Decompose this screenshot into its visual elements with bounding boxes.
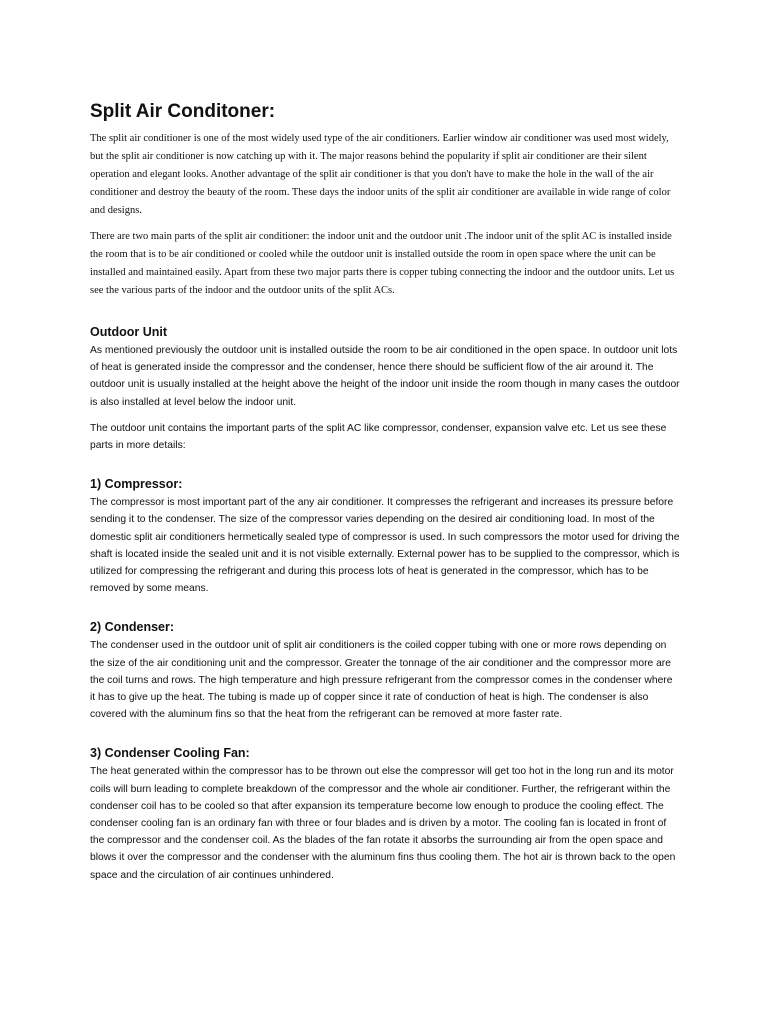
condenser-heading: 2) Condenser: [90,620,175,635]
intro-paragraph-1: The split air conditioner is one of the most widely used type of the air conditioners. Earlier window air conditioner was used most widely, but the split air conditioner is now catching up with it. The major reasons behind the popularity if split air conditioner are their silent operation and elegant looks. Another advantage of the split air conditioner is that you don't have to make the hole in the wall of the air conditioner and destroy the beauty of the room. These days the indoor units of the split air conditioner are available in wide range of color and designs. [90,133,671,216]
page-title: Split Air Conditoner: [90,101,276,122]
condenser-cooling-fan-paragraph: The heat generated within the compressor has to be thrown out else the compressor will get too hot in the long run and its motor coils will burn leading to complete breakdown of the compressor and the whole air conditioner. Further, the refrigerant within the condenser coil has to be cooled so that after expansion its temperature become low enough to produce the cooling effect. The condenser cooling fan is an ordinary fan with three or four blades and is driven by a motor. The cooling fan is located in front of the compressor and the condenser coil. As the blades of the fan rotate it absorbs the surrounding air from the open space and blows it over the compressor and the condenser with the aluminum fins thus cooling them. The hot air is thrown back to the open space and the circulation of air continues unhindered. [90,766,676,881]
compressor-paragraph: The compressor is most important part of the any air conditioner. It compresses the refrigerant and increases its pressure before sending it to the condenser. The size of the compressor varies depending on the desired air conditioning load. In most of the domestic split air conditioners hermetically sealed type of compressor is used. In such compressors the motor used for driving the shaft is located inside the sealed unit and it is not visible externally. External power has to be supplied to the compressor, which is utilized for compressing the refrigerant and during this process lots of heat is generated in the compressor, which has to be removed by some means. [90,497,680,595]
condenser-paragraph: The condenser used in the outdoor unit of split air conditioners is the coiled copper tubing with one or more rows depending on the size of the air conditioning unit and the compressor. Greater the tonnage of the air conditioner and the compressor more are the coil turns and rows. The high temperature and high pressure refrigerant from the compressor comes in the condenser where it has to give up the heat. The tubing is made up of copper since it rate of conduction of heat is high. The condenser is also covered with the aluminum fins so that the heat from the refrigerant can be removed at more faster rate. [90,640,673,721]
document-page [90,100,680,893]
condenser-cooling-fan-section [90,745,680,883]
outdoor-unit-paragraph-1: As mentioned previously the outdoor unit is installed outside the room to be air conditioned in the open space. In outdoor unit lots of heat is generated inside the compressor and the condenser, hence there should be sufficient flow of the air around it. The outdoor unit is usually installed at the height above the height of the indoor unit inside the room though in many cases the outdoor is also installed at level below the indoor unit. [90,345,680,408]
condenser-cooling-fan-heading: 3) Condenser Cooling Fan: [90,746,250,761]
condenser-section [90,619,680,723]
intro-paragraph-2: There are two main parts of the split air conditioner: the indoor unit and the outdoor unit .The indoor unit of the split AC is installed inside the room that is to be air conditioned or cooled while the outdoor unit is installed outside the room in open space where the unit can be installed and maintained easily. Apart from these two major parts there is copper tubing connecting the indoor and the outdoor units. Let us see the various parts of the indoor and the outdoor units of the split ACs. [90,231,675,296]
compressor-heading: 1) Compressor: [90,477,183,492]
outdoor-unit-paragraph-2: The outdoor unit contains the important parts of the split AC like compressor, condenser, expansion valve etc. Let us see these parts in more details: [90,422,667,452]
outdoor-unit-section [90,324,680,454]
compressor-section [90,476,680,597]
outdoor-unit-heading: Outdoor Unit [90,325,168,339]
